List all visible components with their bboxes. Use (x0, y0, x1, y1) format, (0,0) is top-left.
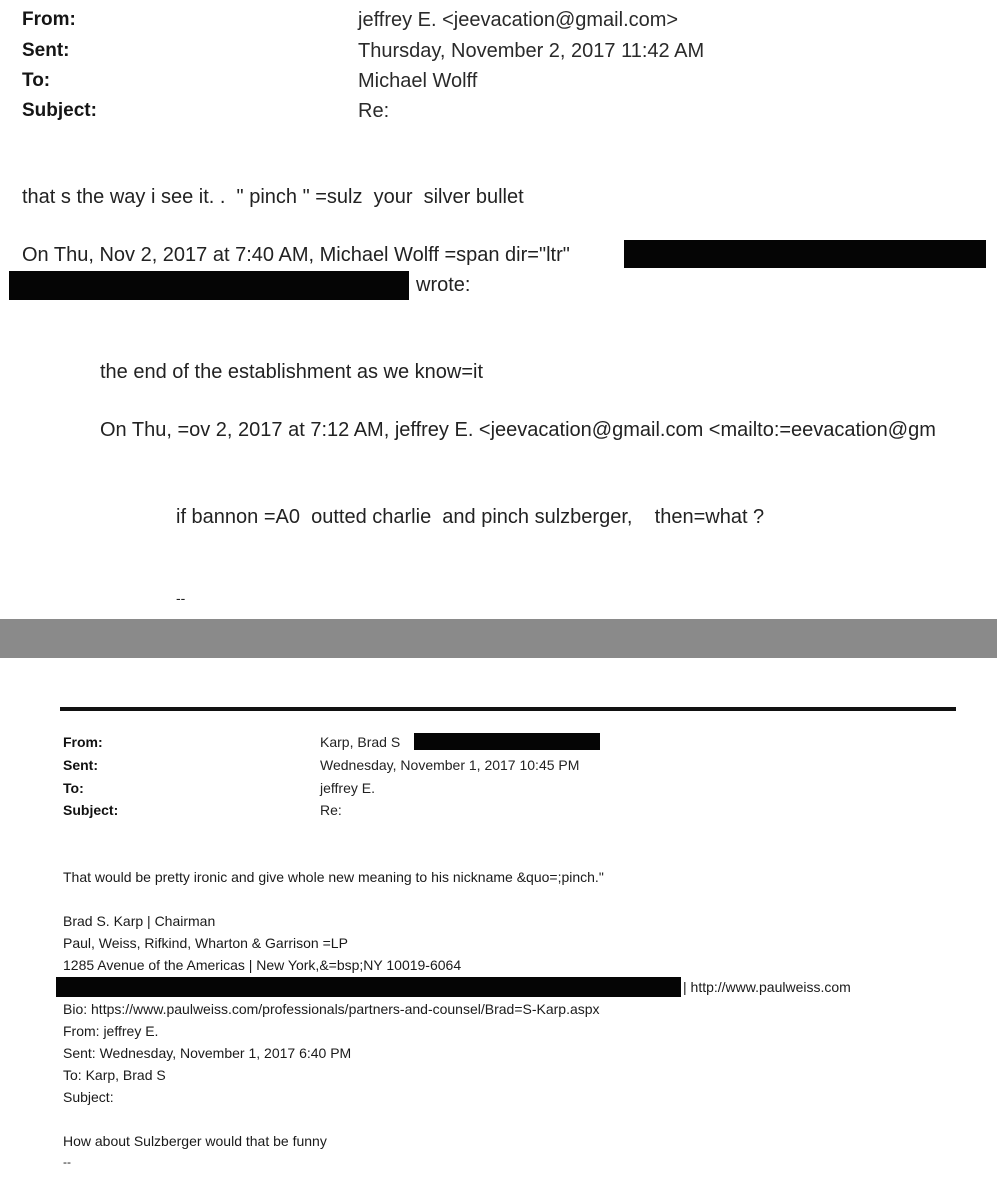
bottom-signature-dash: -- (63, 1155, 71, 1169)
top-reply-line: that s the way i see it. . " pinch " =sulz your silver bullet (22, 186, 524, 208)
signature-website: | http://www.paulweiss.com (683, 979, 851, 995)
top-sent-value: Thursday, November 2, 2017 11:42 AM (358, 40, 705, 62)
top-to-label: To: (22, 70, 51, 91)
forwarded-to: To: Karp, Brad S (63, 1067, 166, 1083)
top-subject-value: Re: (358, 100, 390, 122)
forwarded-body-text: How about Sulzberger would that be funny (63, 1133, 327, 1149)
signature-address: 1285 Avenue of the Americas | New York,&=bsp;NY 10019-6064 (63, 957, 462, 973)
top-signature-dash: -- (176, 590, 186, 606)
top-from-value: jeffrey E. <jeevacation@gmail.com> (358, 9, 679, 31)
bottom-sent-label: Sent: (63, 757, 98, 773)
divider-band (0, 619, 997, 658)
header-rule (60, 707, 956, 711)
top-sent-label: Sent: (22, 40, 70, 61)
redaction-bar (414, 733, 600, 750)
top-from-label: From: (22, 9, 76, 30)
quote-intro-line-2: wrote: (416, 274, 471, 296)
quote-intro-line-1: On Thu, Nov 2, 2017 at 7:40 AM, Michael Wolff =span dir="ltr" (22, 244, 570, 266)
forwarded-subject: Subject: (63, 1089, 114, 1105)
bottom-from-label: From: (63, 734, 103, 750)
top-to-value: Michael Wolff (358, 70, 478, 92)
bottom-sent-value: Wednesday, November 1, 2017 10:45 PM (320, 757, 580, 773)
signature-firm: Paul, Weiss, Rifkind, Wharton & Garrison =LP (63, 935, 348, 951)
top-subject-label: Subject: (22, 100, 97, 121)
bottom-subject-value: Re: (320, 802, 342, 818)
redaction-bar (56, 977, 681, 997)
redaction-bar (9, 271, 409, 300)
signature-name: Brad S. Karp | Chairman (63, 913, 216, 929)
signature-bio: Bio: https://www.paulweiss.com/professionals/partners-and-counsel/Brad=S-Karp.aspx (63, 1001, 600, 1017)
forwarded-from: From: jeffrey E. (63, 1023, 159, 1039)
forwarded-sent: Sent: Wednesday, November 1, 2017 6:40 PM (63, 1045, 352, 1061)
bottom-to-value: jeffrey E. (320, 780, 375, 796)
bottom-subject-label: Subject: (63, 802, 119, 818)
nested-quoted-text: if bannon =A0 outted charlie and pinch sulzberger, then=what ? (176, 506, 765, 528)
bottom-to-label: To: (63, 780, 84, 796)
bottom-from-value: Karp, Brad S (320, 734, 401, 750)
bottom-body-text: That would be pretty ironic and give whole new meaning to his nickname &quo=;pinch." (63, 869, 604, 885)
redaction-bar (624, 240, 986, 268)
quoted-text: the end of the establishment as we know=it (100, 361, 484, 383)
nested-quote-intro: On Thu, =ov 2, 2017 at 7:12 AM, jeffrey E. <jeevacation@gmail.com <mailto:=eevacation@gm (100, 419, 936, 441)
